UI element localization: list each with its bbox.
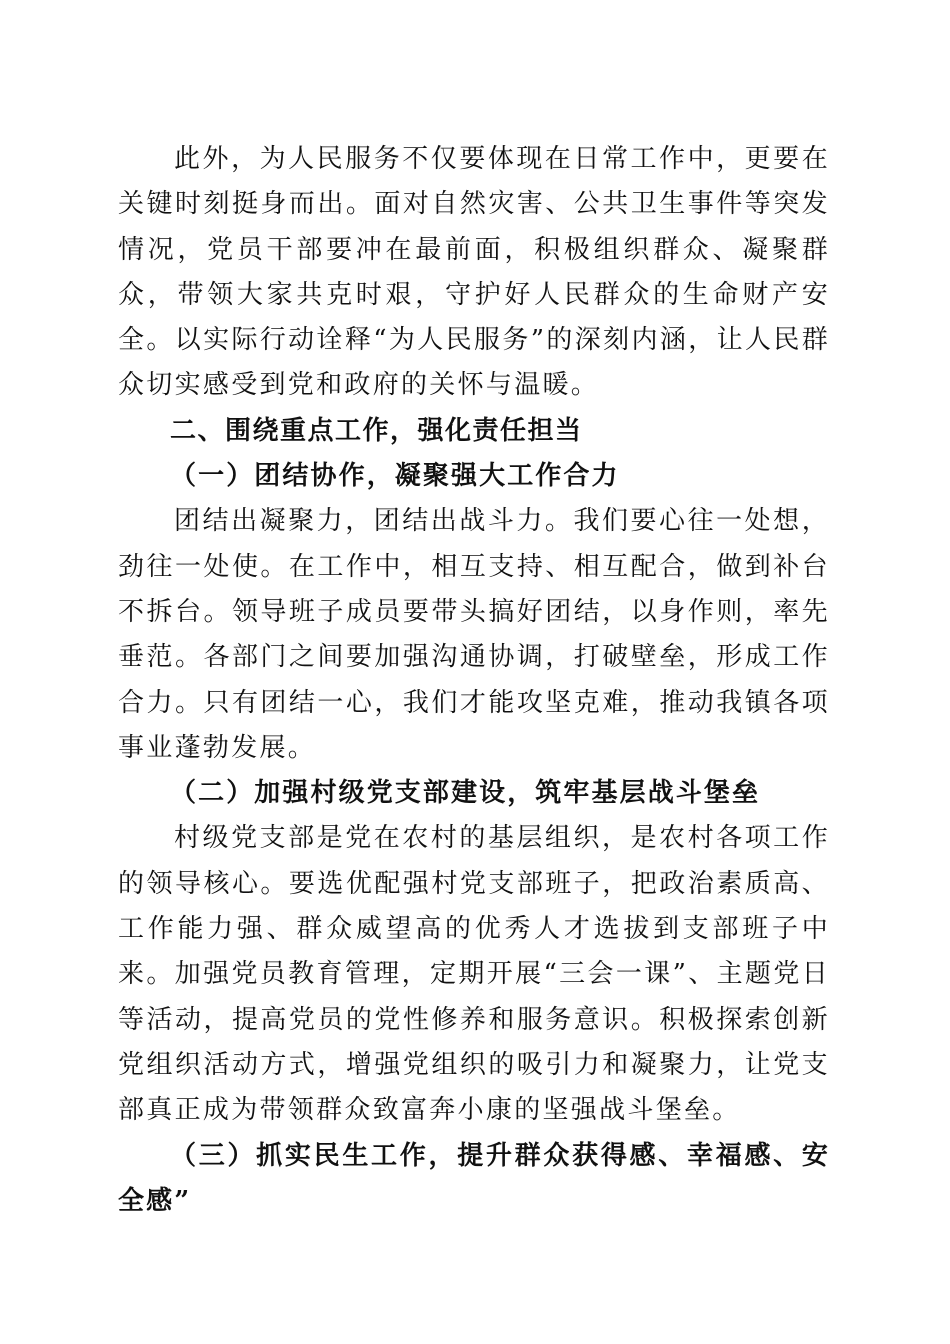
subsection-heading: （一）团结协作，凝聚强大工作合力 (170, 461, 620, 492)
section-heading: 二、围绕重点工作，强化责任担当 (170, 415, 583, 446)
body-paragraph: 团结出凝聚力，团结出战斗力。我们要心往一处想，劲往一处使。在工作中，相互支持、相互配合，做到补台不拆台。领导班子成员要带头搞好团结，以身作则，率先垂范。各部门之间要加强沟通协调，打破壁垒，形成工作合力。只有团结一心，我们才能攻坚克难，推动我镇各项事业蓬勃发展。 (118, 506, 830, 763)
subsection-heading: （二）加强村级党支部建设，筑牢基层战斗堡垒 (170, 778, 761, 809)
document-body (118, 137, 830, 1224)
subsection-heading: （三）抓实民生工作，提升群众获得感、幸福感、安全感” (118, 1140, 830, 1216)
body-paragraph: 村级党支部是党在农村的基层组织，是农村各项工作的领导核心。要选优配强村党支部班子，把政治素质高、工作能力强、群众威望高的优秀人才选拔到支部班子中来。加强党员教育管理，定期开展“三会一课”、主题党日等活动，提高党员的党性修养和服务意识。积极探索创新党组织活动方式，增强党组织的吸引力和凝聚力，让党支部真正成为带领群众致富奔小康的坚强战斗堡垒。 (118, 823, 830, 1126)
body-paragraph: 此外，为人民服务不仅要体现在日常工作中，更要在关键时刻挺身而出。面对自然灾害、公共卫生事件等突发情况，党员干部要冲在最前面，积极组织群众、凝聚群众，带领大家共克时艰，守护好人民群众的生命财产安全。以实际行动诠释“为人民服务”的深刻内涵，让人民群众切实感受到党和政府的关怀与温暖。 (118, 144, 830, 401)
